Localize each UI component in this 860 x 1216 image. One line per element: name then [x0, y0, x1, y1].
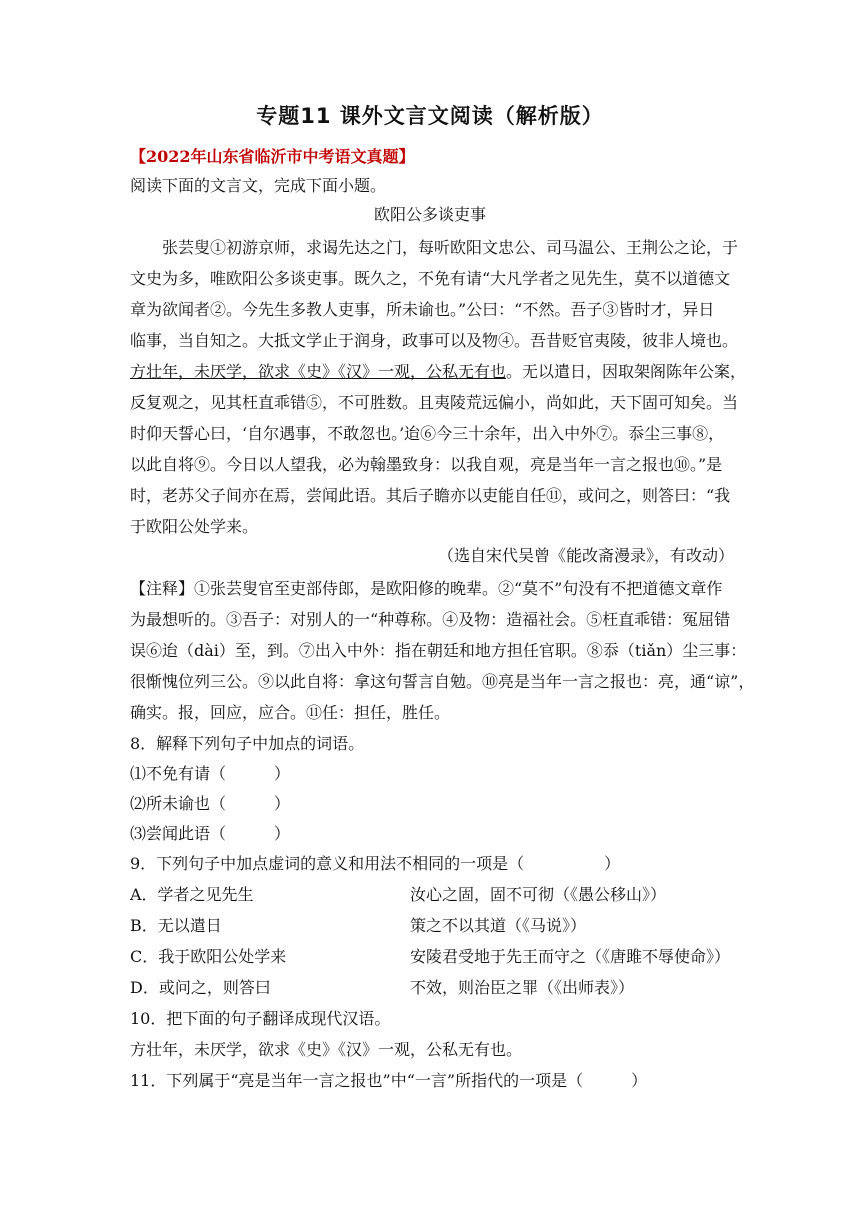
- question-9-option-b-right: 策之不以其道（《马说》）: [410, 916, 587, 935]
- question-9-option-c-left: C．我于欧阳公处学来: [130, 947, 287, 966]
- question-10-sentence: 方壮年，未厌学，欲求《史》《汉》一观，公私无有也。: [130, 1040, 523, 1059]
- passage-line: 文史为多，唯欧阳公多谈吏事。既久之，不免有请“大凡学者之见先生，莫不以道德文: [130, 269, 731, 288]
- passage-line: 以此自将⑨。今日以人望我，必为翰墨致身：以我自观，亮是当年一言之报也⑩。”是: [130, 455, 723, 474]
- passage-line: 于欧阳公处学来。: [130, 517, 259, 536]
- underlined-sentence: 方壮年，未厌学，欲求《史》《汉》一观，公私无有也: [130, 362, 507, 381]
- question-8-item: ⑶尝闻此语（ ）: [130, 824, 291, 843]
- notes-line: 很惭愧位列三公。⑨以此自将：拿这句誓言自勉。⑩亮是当年一言之报也：亮，通“谅”，: [130, 672, 755, 691]
- passage-line: 时，老苏父子间亦在焉，尝闻此语。其后子瞻亦以吏能自任⑪，或问之，则答曰：“我: [130, 486, 731, 505]
- question-8-stem: 8．解释下列句子中加点的词语。: [130, 734, 365, 753]
- document-title: 专题11 课外文言文阅读（解析版）: [256, 104, 604, 128]
- question-9-option-a-left: A．学者之见先生: [130, 885, 254, 904]
- passage-line: 张芸叟①初游京师，求谒先达之门，每听欧阳文忠公、司马温公、王荆公之论，于: [130, 238, 739, 257]
- question-10-stem: 10．把下面的句子翻译成现代汉语。: [130, 1009, 391, 1028]
- passage-source: （选自宋代吴曾《能改斋漫录》，有改动）: [438, 546, 735, 565]
- question-8-item: ⑴不免有请（ ）: [130, 764, 291, 783]
- question-9-option-b-left: B．无以遣日: [130, 916, 222, 935]
- question-9-stem: 9．下列句子中加点虚词的意义和用法不相同的一项是（ ）: [130, 854, 621, 873]
- passage-line: 章为欲闻者②。今先生多教人吏事，所未谕也。”公曰：“不然。吾子③皆时才，异日: [130, 300, 715, 319]
- question-11-stem: 11．下列属于“亮是当年一言之报也”中“一言”所指代的一项是（ ）: [130, 1071, 648, 1090]
- passage-line-underlined: [130, 361, 746, 383]
- exam-source-tag: 【2022年山东省临沂市中考语文真题】: [130, 147, 415, 166]
- notes-line: 为最想听的。③吾子：对别人的一“种尊称。④及物：造福社会。⑤枉直乖错：冤屈错: [130, 610, 731, 629]
- passage-line: 反复观之，见其枉直乖错⑤，不可胜数。且夷陵荒远偏小，尚如此，天下固可知矣。当: [130, 393, 739, 412]
- passage-line: 临事，当自知之。大抵文学止于润身，政事可以及物④。吾昔贬官夷陵，彼非人境也。: [130, 331, 739, 350]
- question-9-option-c-right: 安陵君受地于先王而守之（《唐雎不辱使命》）: [410, 947, 731, 966]
- passage-line: 时仰天誓心曰，‘自尔遇事，不敢忽也。’迨⑥今三十余年，出入中外⑦。忝尘三事⑧，: [130, 424, 725, 443]
- question-9-option-d-left: D．或问之，则答曰: [130, 978, 271, 997]
- passage-heading: 欧阳公多谈吏事: [373, 205, 486, 224]
- notes-line: 【注释】①张芸叟官至吏部侍郎，是欧阳修的晚辈。②“莫不”句没有不把道德文章作: [130, 579, 723, 598]
- passage-line-tail: 。无以遣日，因取架阁陈年公案，: [506, 362, 747, 381]
- question-9-option-a-right: 汝心之固，固不可彻（《愚公移山》）: [410, 885, 667, 904]
- notes-line: 确实。报，回应，应合。⑪任：担任，胜任。: [130, 703, 451, 722]
- notes-line: 误⑥迨（dài）至，到。⑦出入中外：指在朝廷和地方担任官职。⑧忝（tiǎn）尘三事：: [130, 641, 747, 660]
- question-9-option-d-right: 不效，则治臣之罪（《出师表》）: [410, 978, 635, 997]
- question-8-item: ⑵所未谕也（ ）: [130, 794, 291, 813]
- instruction-text: 阅读下面的文言文，完成下面小题。: [130, 176, 387, 195]
